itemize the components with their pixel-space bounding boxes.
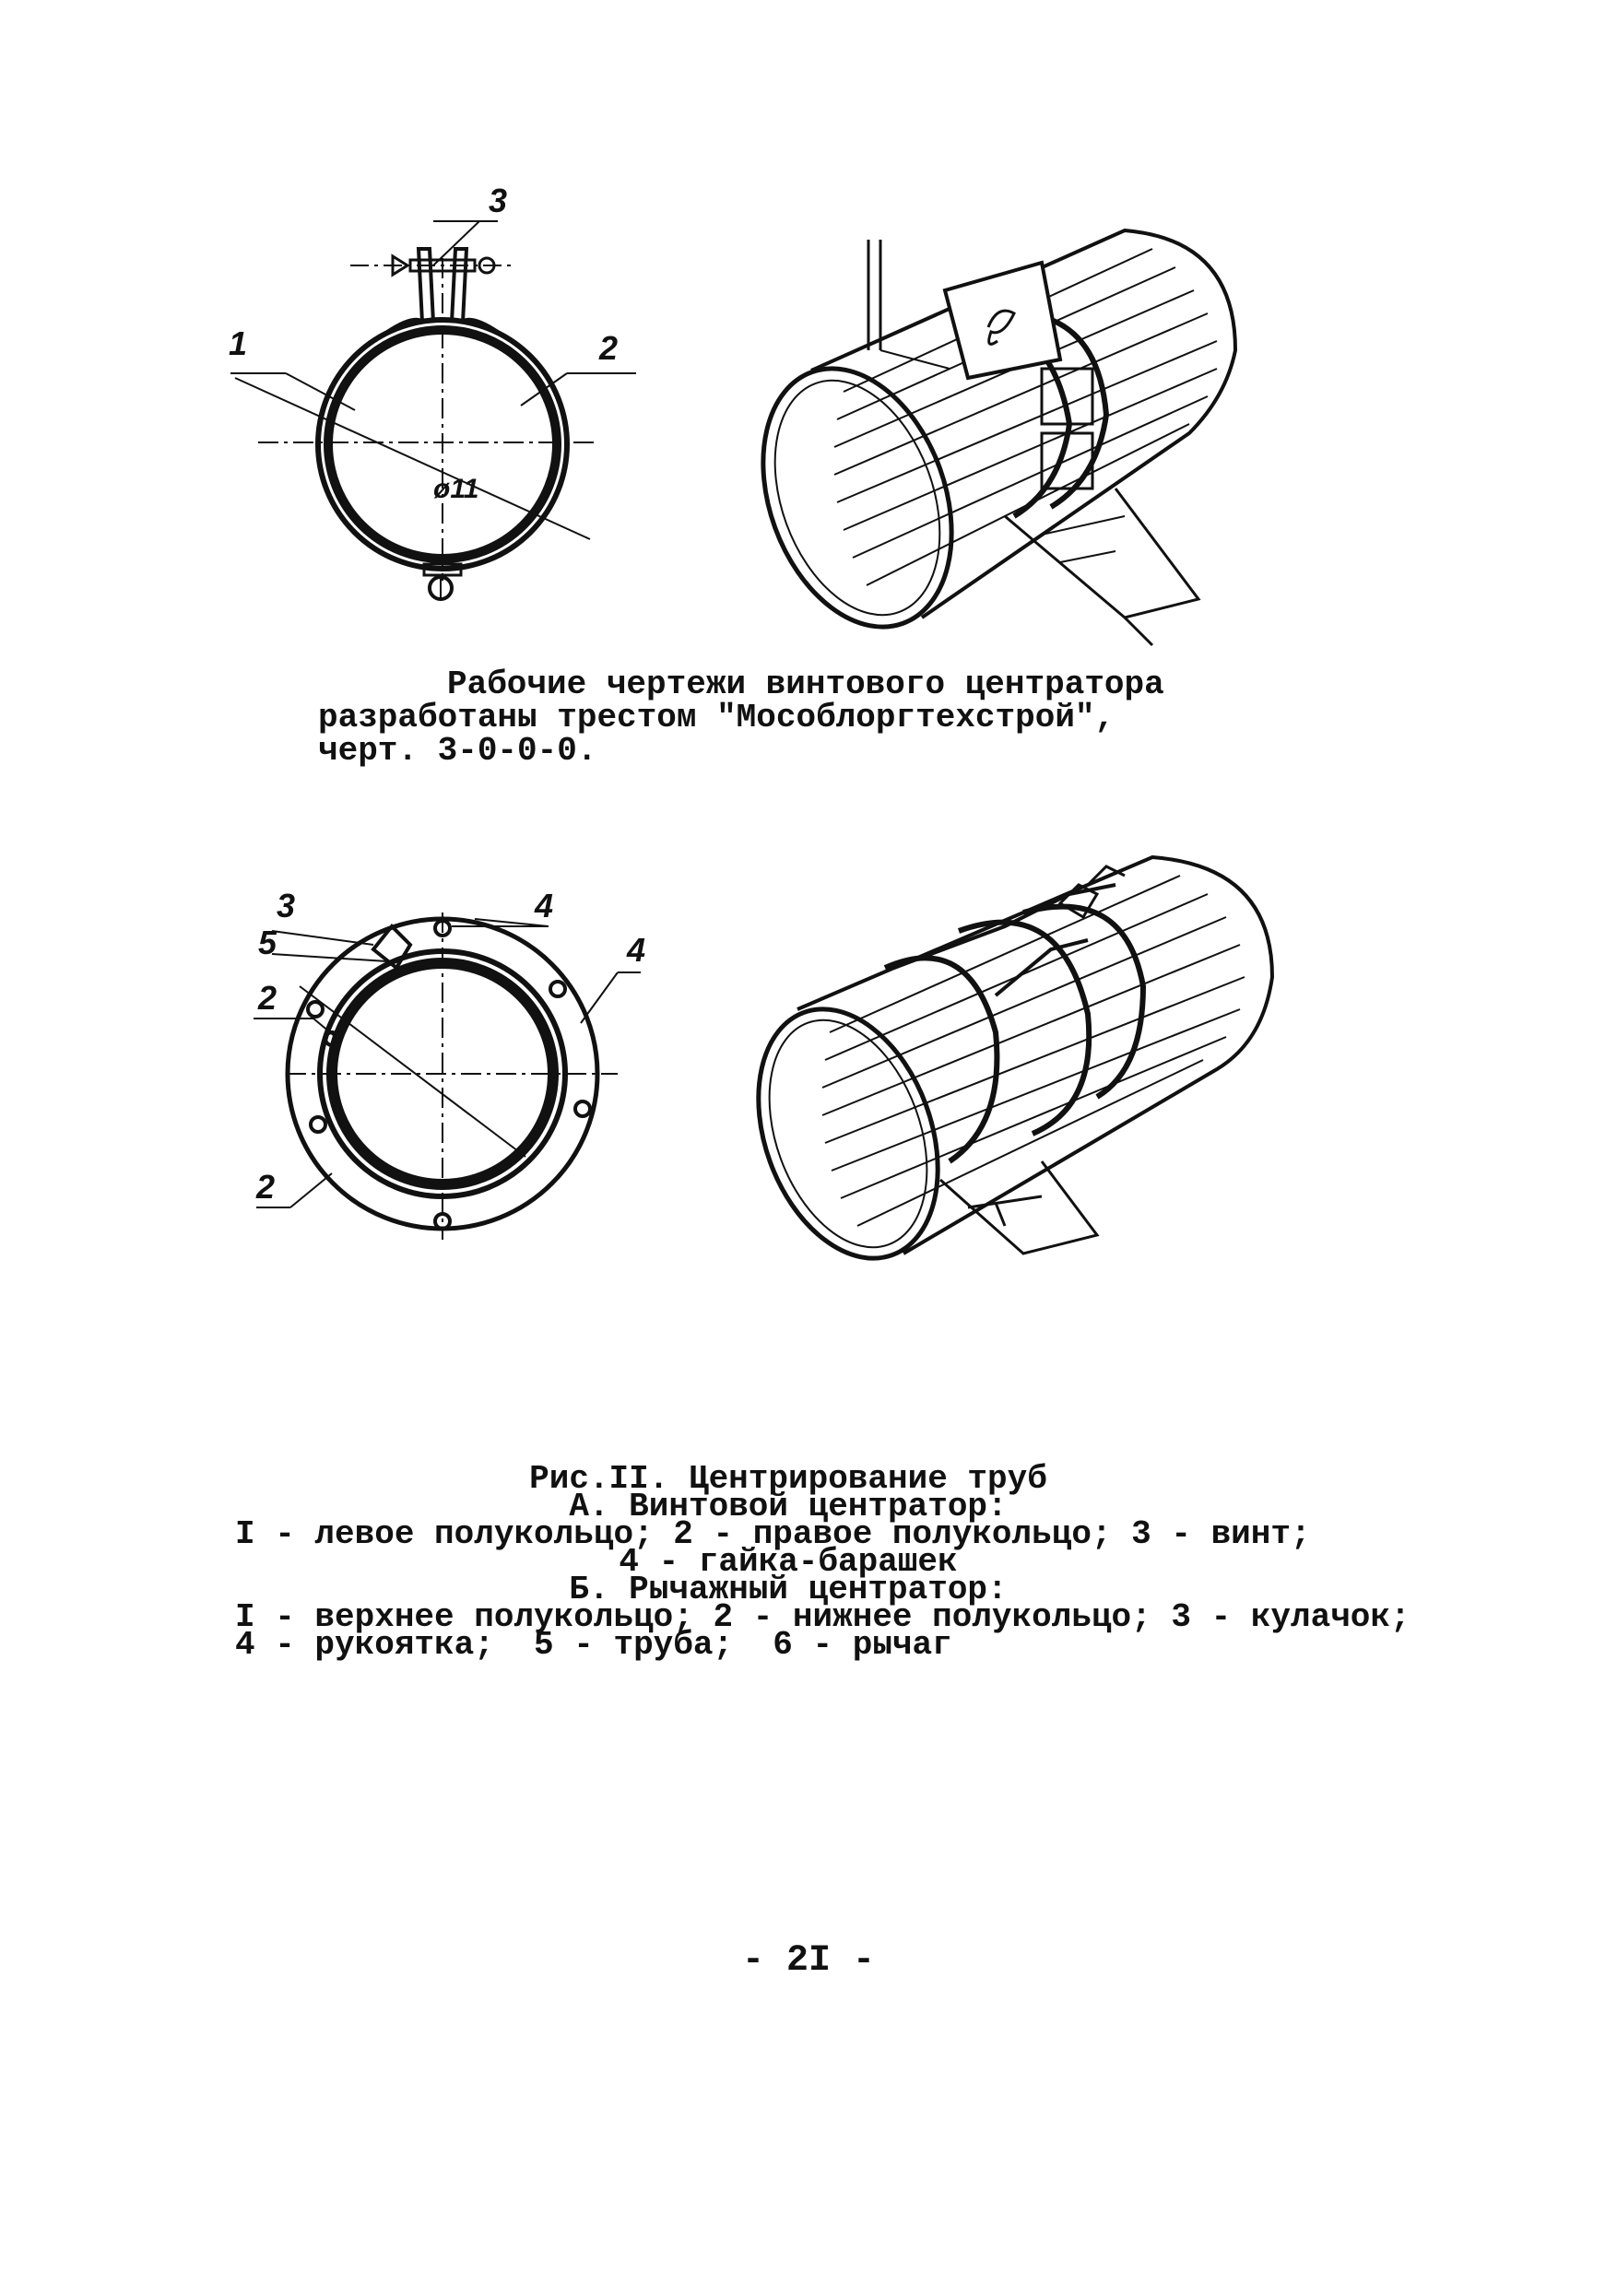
- caption-section-b-title: Б. Рычажный центратор:: [569, 1571, 1008, 1608]
- label-4-right: 4: [627, 931, 646, 969]
- label-1: 1: [229, 324, 248, 362]
- note-line-3: черт. 3-0-0-0.: [318, 732, 597, 770]
- diameter-label: ø11: [433, 474, 479, 504]
- caption-section-a-title: А. Винтовой центратор:: [569, 1488, 1008, 1525]
- label-5: 5: [258, 924, 277, 961]
- caption-title: Рис.II. Центрирование труб: [529, 1460, 1047, 1498]
- screw-centrator-section-drawing: [203, 184, 664, 618]
- caption-section-b-line-1: I - верхнее полукольцо; 2 - нижнее полукольцо; 3 - кулачок;: [235, 1598, 1410, 1636]
- figure-caption: [235, 1460, 1410, 1664]
- caption-section-a-line-2: 4 - гайка-барашек: [619, 1543, 958, 1581]
- drawing-reference-note: [318, 665, 1164, 770]
- label-3: 3: [489, 184, 508, 219]
- note-line-2: разработаны трестом "Мособлоргтехстрой",: [318, 699, 1115, 736]
- caption-section-a-line-1: I - левое полукольцо; 2 - правое полукольцо; 3 - винт;: [235, 1515, 1311, 1553]
- lever-centrator-section-drawing: [230, 880, 673, 1249]
- page-number: - 2I -: [741, 1940, 876, 1982]
- label-2: 2: [599, 329, 619, 367]
- screw-centrator-perspective-drawing: [756, 212, 1272, 654]
- caption-section-b-line-2: 4 - рукоятка; 5 - труба; 6 - рычаг: [235, 1626, 952, 1664]
- label-3: 3: [277, 887, 296, 924]
- label-2-left: 2: [258, 979, 277, 1017]
- lever-centrator-perspective-drawing: [756, 830, 1309, 1272]
- note-line-1: Рабочие чертежи винтового центратора: [447, 665, 1164, 703]
- label-2-bottom: 2: [256, 1168, 276, 1206]
- label-4-top: 4: [535, 887, 554, 924]
